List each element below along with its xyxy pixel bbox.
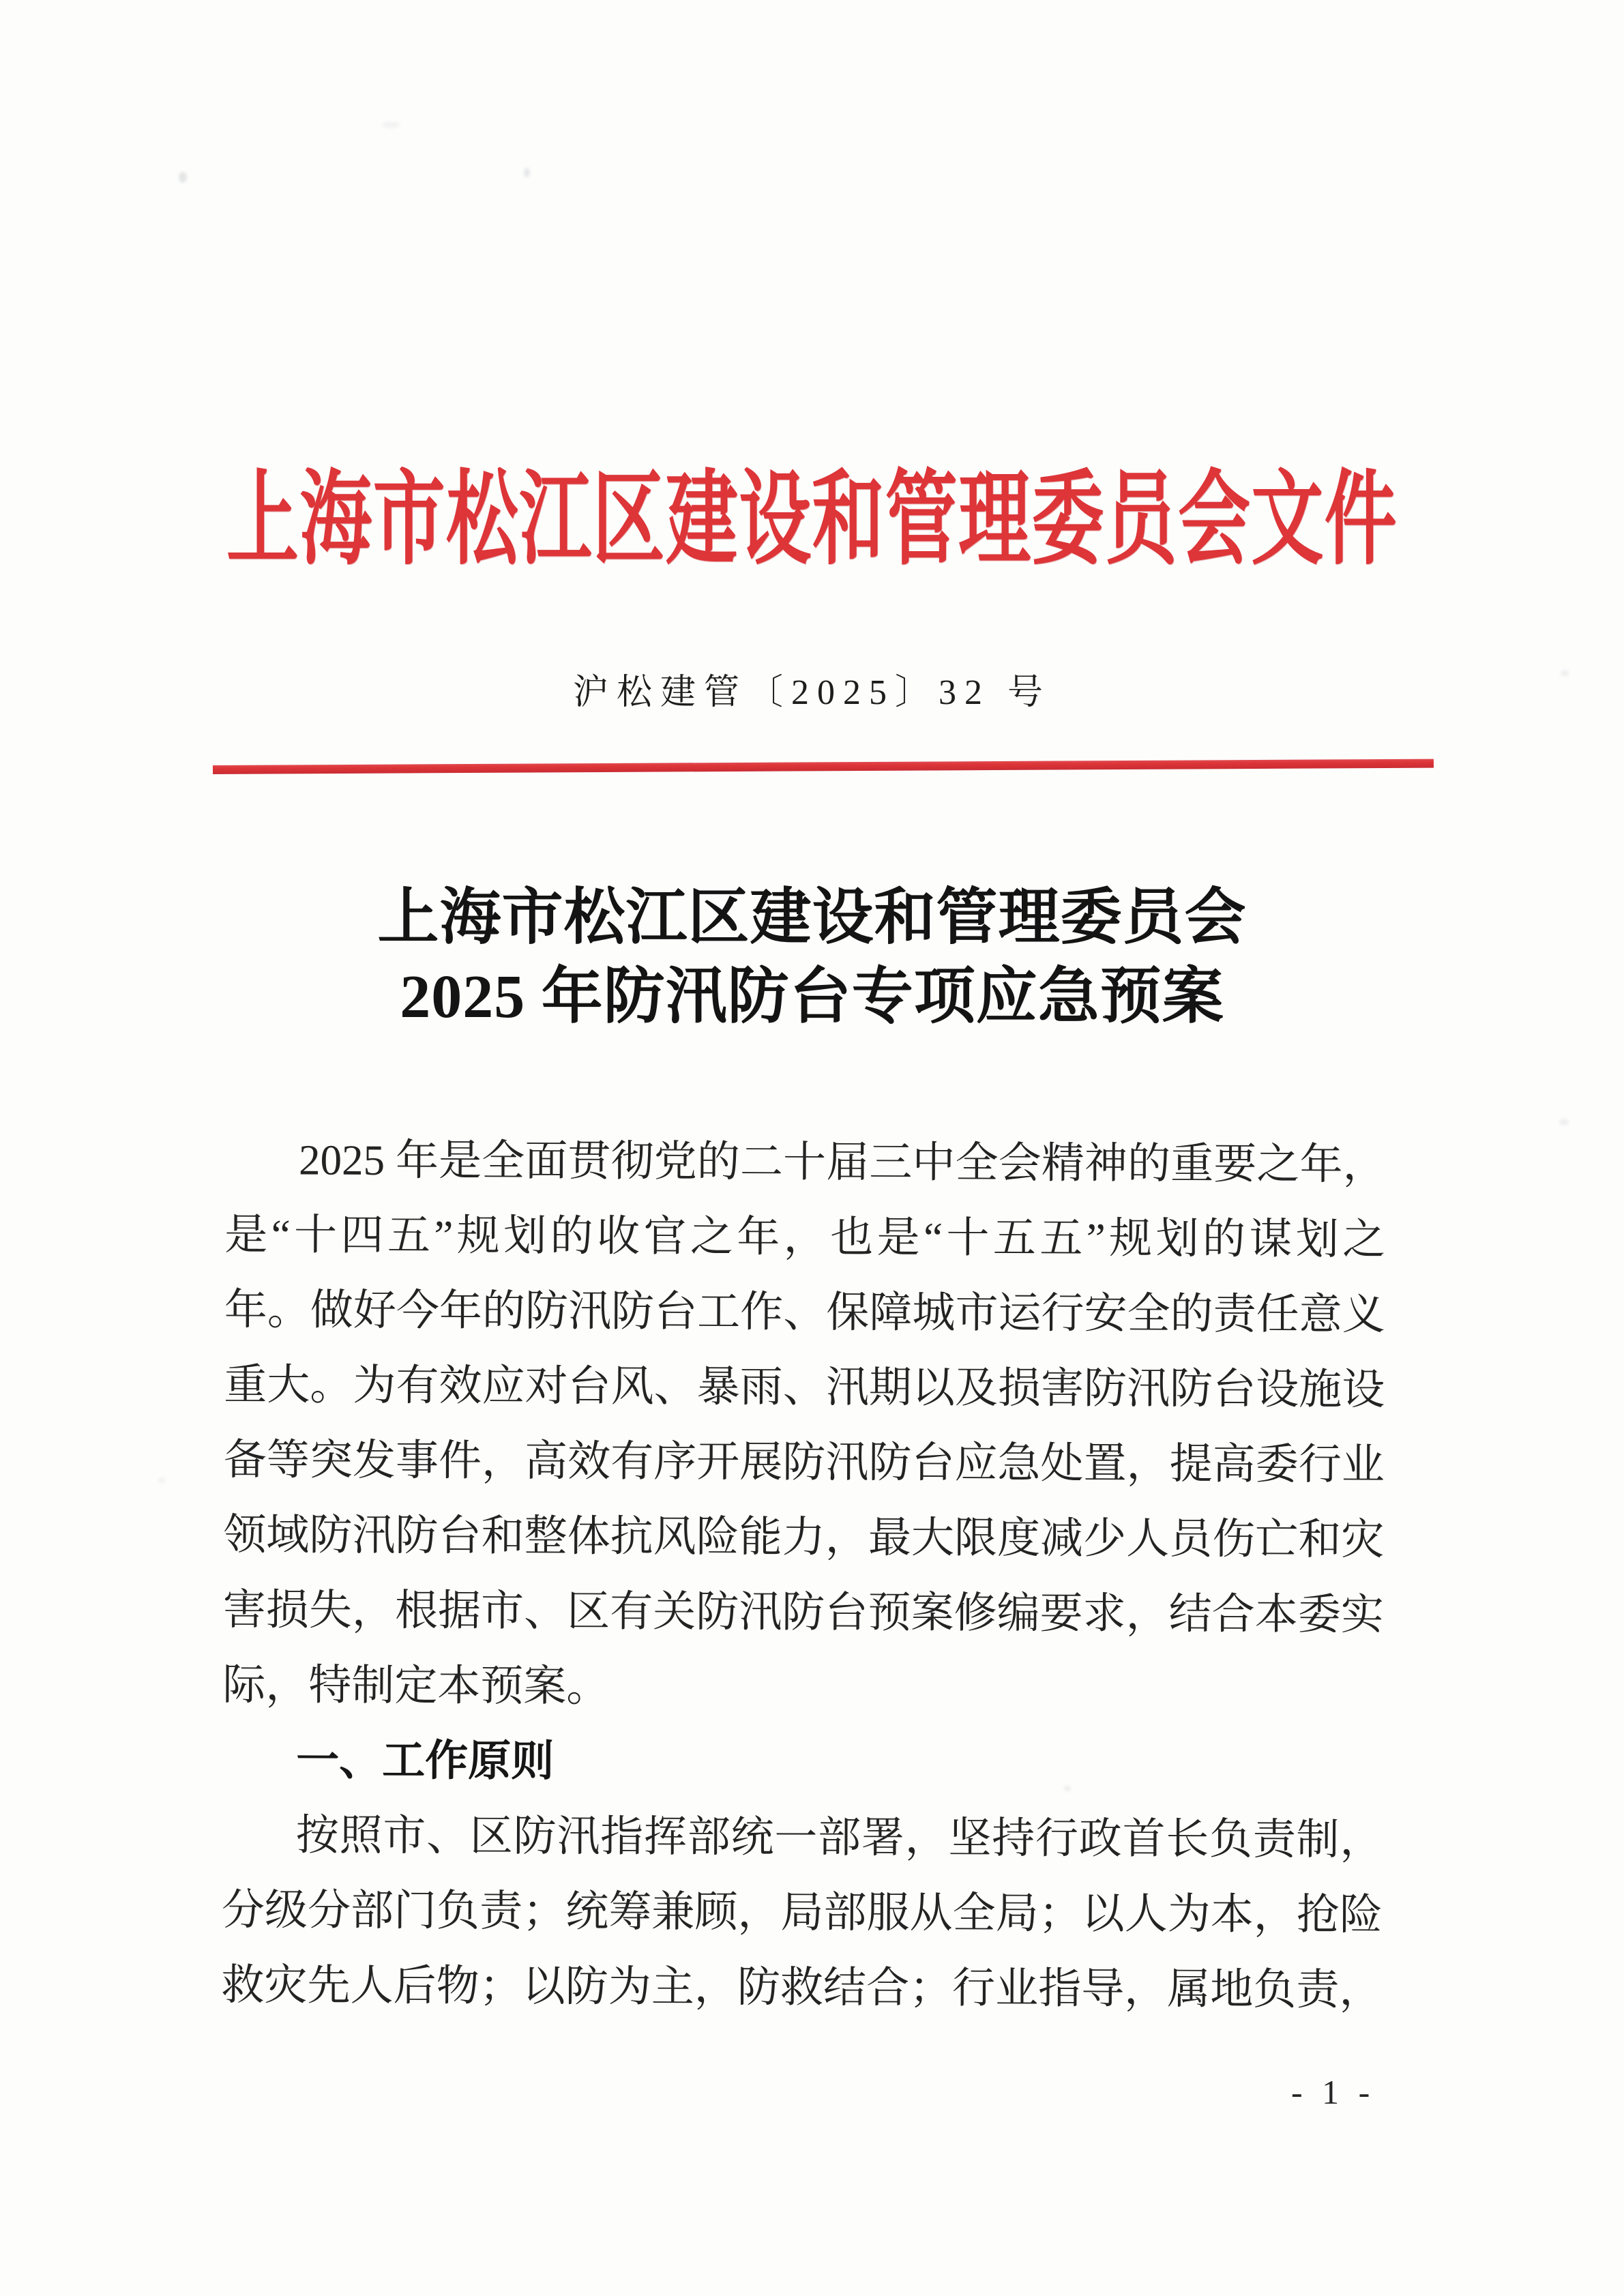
body-line: 2025 年是全面贯彻党的二十届三中全会精神的重要之年，	[298, 1136, 1386, 1189]
agency-masthead-title: 上海市松江区建设和管理委员会文件	[226, 463, 1398, 578]
body-line: 领域防汛防台和整体抗风险能力，最大限度减少人员伤亡和灾	[223, 1510, 1385, 1564]
scan-speckle	[158, 1477, 165, 1483]
scan-speckle	[1559, 1119, 1569, 1125]
body-line: 是“十四五”规划的收官之年，也是“十五五”规划的谋划之	[224, 1210, 1386, 1264]
scan-speckle	[1064, 1786, 1071, 1791]
page-number: - 1 -	[1291, 2073, 1376, 2111]
document-title-line-2: 2025 年防汛防台专项应急预案	[400, 963, 1224, 1031]
body-line: 备等突发事件，高效有序开展防汛防台应急处置，提高委行业	[223, 1435, 1385, 1489]
scan-speckle	[1561, 670, 1569, 677]
body-line: 按照市、区防汛指挥部统一部署，坚持行政首长负责制，	[295, 1811, 1383, 1864]
section-heading: 一、工作原则	[296, 1736, 555, 1786]
body-line: 害损失，根据市、区有关防汛防台预案修编要求，结合本委实	[222, 1585, 1385, 1639]
document-number: 沪松建管〔2025〕32 号	[572, 673, 1051, 712]
red-divider-rule	[213, 759, 1434, 774]
document-title	[0, 879, 1624, 1037]
scan-speckle	[179, 172, 187, 183]
document-title-line-1: 上海市松江区建设和管理委员会	[377, 884, 1247, 952]
scan-speckle	[382, 121, 400, 128]
body-line: 际，特制定本预案。	[222, 1660, 610, 1711]
body-line: 年。做好今年的防汛防台工作、保障城市运行安全的责任意义	[224, 1285, 1385, 1339]
scan-speckle	[524, 168, 530, 177]
body-line: 重大。为有效应对台风、暴雨、汛期以及损害防汛防台设施设	[224, 1360, 1385, 1414]
body-line: 救灾先人后物；以防为主，防救结合；行业指导，属地负责，	[221, 1960, 1383, 2014]
body-text	[221, 1122, 1386, 2027]
body-line: 分级分部门负责；统筹兼顾，局部服从全局；以人为本，抢险	[221, 1885, 1383, 1939]
